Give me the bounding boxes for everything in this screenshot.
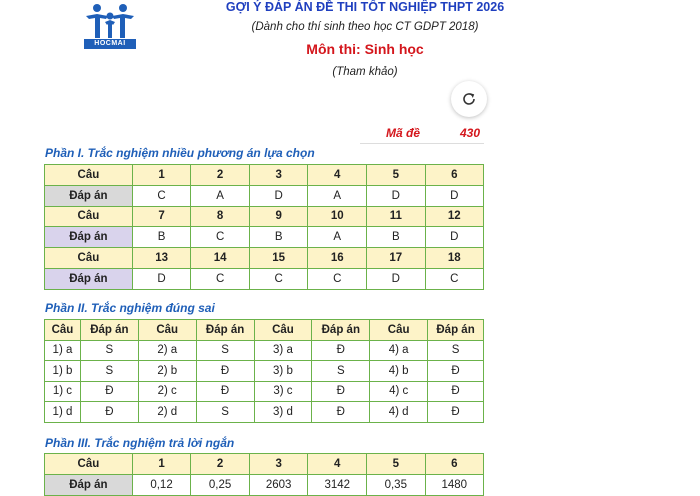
question-number: 6 [425, 454, 483, 475]
question-cell: 4) b [370, 361, 428, 382]
question-cell: 2) c [138, 381, 196, 402]
reference-note: (Tham khảo) [332, 66, 398, 78]
question-number: 2 [191, 165, 250, 186]
a-label: Đáp án [45, 227, 133, 248]
table-row [45, 206, 484, 227]
part2-table [44, 319, 484, 423]
question-cell: 3) c [254, 381, 312, 402]
answer-cell: B [132, 227, 191, 248]
question-cell: 2) a [138, 340, 196, 361]
answer-cell: S [196, 402, 254, 423]
a-label: Đáp án [45, 474, 133, 495]
question-number: 4 [308, 454, 367, 475]
question-cell: 3) a [254, 340, 312, 361]
question-cell: 2) b [138, 361, 196, 382]
question-number: 18 [425, 248, 483, 269]
answer-cell: Đ [312, 340, 370, 361]
question-number: 5 [367, 454, 426, 475]
question-cell: 4) d [370, 402, 428, 423]
answer-cell: C [191, 268, 250, 289]
question-number: 9 [249, 206, 308, 227]
answer-cell: B [249, 227, 308, 248]
answer-cell: Đ [80, 381, 138, 402]
answer-cell: S [428, 340, 484, 361]
question-number: 13 [132, 248, 191, 269]
question-cell: 1) d [45, 402, 81, 423]
table-row [45, 165, 484, 186]
question-number: 1 [132, 165, 191, 186]
answer-cell: D [132, 268, 191, 289]
question-number: 14 [191, 248, 250, 269]
question-cell: 1) c [45, 381, 81, 402]
answer-cell: C [425, 268, 483, 289]
col-header: Câu [254, 320, 312, 341]
answer-cell: Đ [312, 381, 370, 402]
question-number: 17 [367, 248, 426, 269]
part3-title: Phần III. Trắc nghiệm trả lời ngắn [45, 436, 235, 450]
q-label: Câu [45, 454, 133, 475]
question-cell: 2) d [138, 402, 196, 423]
q-label: Câu [45, 165, 133, 186]
question-number: 6 [425, 165, 483, 186]
question-number: 8 [191, 206, 250, 227]
part3-table [44, 453, 484, 496]
question-cell: 1) b [45, 361, 81, 382]
part1-table [44, 164, 484, 290]
question-number: 1 [132, 454, 191, 475]
question-cell: 3) d [254, 402, 312, 423]
col-header: Câu [45, 320, 81, 341]
answer-cell: D [367, 268, 426, 289]
question-number: 3 [249, 454, 308, 475]
question-cell: 3) b [254, 361, 312, 382]
answer-cell: 0,25 [191, 474, 250, 495]
table-row [45, 340, 484, 361]
answer-cell: C [308, 268, 367, 289]
col-header: Đáp án [428, 320, 484, 341]
part2-title: Phần II. Trắc nghiệm đúng sai [45, 301, 215, 315]
answer-cell: D [425, 185, 483, 206]
table-row [45, 381, 484, 402]
answer-cell: Đ [312, 402, 370, 423]
hocmai-logo [84, 2, 136, 50]
question-number: 3 [249, 165, 308, 186]
table-row [45, 361, 484, 382]
a-label: Đáp án [45, 185, 133, 206]
table-row [45, 320, 484, 341]
answer-cell: Đ [428, 361, 484, 382]
question-number: 12 [425, 206, 483, 227]
answer-cell: 1480 [425, 474, 483, 495]
answer-cell: D [425, 227, 483, 248]
question-number: 7 [132, 206, 191, 227]
answer-cell: A [191, 185, 250, 206]
answer-cell: C [191, 227, 250, 248]
answer-cell: A [308, 185, 367, 206]
question-number: 2 [191, 454, 250, 475]
answer-cell: Đ [196, 361, 254, 382]
answer-cell: Đ [80, 402, 138, 423]
answer-cell: 0,12 [132, 474, 191, 495]
a-label: Đáp án [45, 268, 133, 289]
answer-cell: A [308, 227, 367, 248]
question-cell: 4) a [370, 340, 428, 361]
part1-title: Phần I. Trắc nghiệm nhiều phương án lựa chọn [45, 146, 315, 160]
table-row [45, 268, 484, 289]
page-subtitle: (Dành cho thí sinh theo học CT GDPT 2018) [251, 21, 479, 33]
answer-cell: C [132, 185, 191, 206]
answer-cell: B [367, 227, 426, 248]
answer-cell: 0,35 [367, 474, 426, 495]
question-number: 5 [367, 165, 426, 186]
col-header: Đáp án [312, 320, 370, 341]
table-row [45, 454, 484, 475]
table-row [45, 185, 484, 206]
exam-code [360, 124, 484, 144]
answer-cell: D [367, 185, 426, 206]
question-number: 10 [308, 206, 367, 227]
answer-cell: Đ [196, 381, 254, 402]
answer-cell: Đ [428, 402, 484, 423]
table-row [45, 248, 484, 269]
page-title: GỢI Ý ĐÁP ÁN ĐỀ THI TỐT NGHIỆP THPT 2026 [225, 0, 505, 14]
col-header: Đáp án [80, 320, 138, 341]
answer-cell: D [249, 185, 308, 206]
refresh-icon [461, 91, 477, 107]
question-number: 11 [367, 206, 426, 227]
answer-cell: S [80, 340, 138, 361]
question-cell: 4) c [370, 381, 428, 402]
answer-cell: 3142 [308, 474, 367, 495]
people-logo-icon [84, 2, 136, 40]
reload-button[interactable] [451, 81, 487, 117]
table-row [45, 474, 484, 495]
subject-title: Môn thi: Sinh học [306, 41, 424, 57]
logo-text: HOCMAI [84, 39, 136, 49]
col-header: Câu [138, 320, 196, 341]
exam-code-label: Mã đề [360, 124, 424, 144]
exam-code-value: 430 [424, 124, 484, 144]
answer-cell: S [80, 361, 138, 382]
question-number: 15 [249, 248, 308, 269]
q-label: Câu [45, 206, 133, 227]
table-row [45, 227, 484, 248]
question-cell: 1) a [45, 340, 81, 361]
q-label: Câu [45, 248, 133, 269]
answer-cell: 2603 [249, 474, 308, 495]
col-header: Đáp án [196, 320, 254, 341]
answer-cell: Đ [428, 381, 484, 402]
question-number: 16 [308, 248, 367, 269]
col-header: Câu [370, 320, 428, 341]
answer-cell: C [249, 268, 308, 289]
table-row [45, 402, 484, 423]
answer-cell: S [196, 340, 254, 361]
answer-cell: S [312, 361, 370, 382]
question-number: 4 [308, 165, 367, 186]
